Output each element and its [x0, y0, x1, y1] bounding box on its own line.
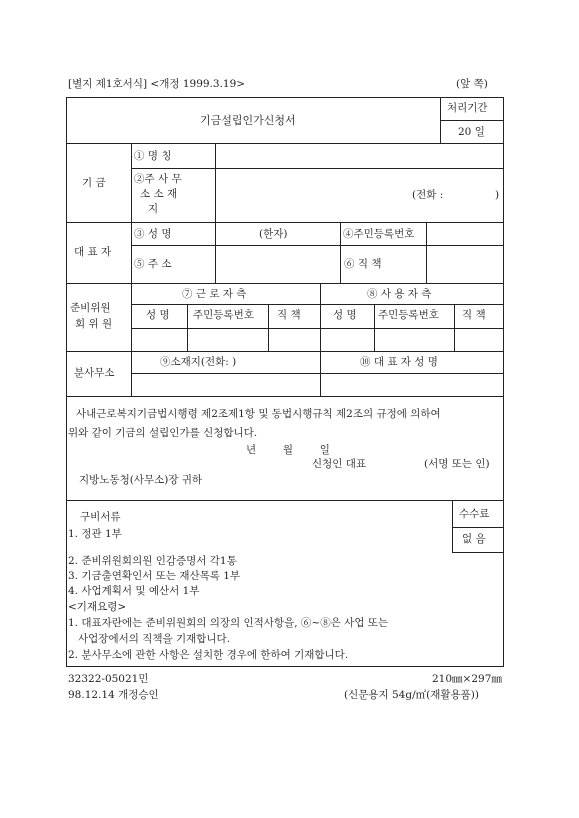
statement-line-1: 사내근로복지기금법시행령 제2조제1항 및 동법시행규칙 제2조의 규정에 의하여: [76, 408, 441, 420]
document-item-2: 2. 준비위원회의원 인감증명서 각1통: [68, 555, 237, 567]
worker-col-resident-number: 주민등록번호: [193, 309, 254, 321]
employer-col-position: 직 책: [462, 309, 486, 321]
worker-side-label: ⑦ 근 로 자 측: [182, 288, 247, 300]
paper-type: (신문용지 54g/㎡(재활용품)): [344, 689, 479, 701]
employer-side-label: ⑧ 사 용 자 측: [367, 288, 432, 300]
applicant-label: 신청인 대표: [312, 458, 367, 470]
rep-address-label: ⑤ 주 소: [134, 258, 172, 270]
employer-col-name: 성 명: [333, 309, 357, 321]
fee-label: 수수료: [459, 508, 490, 520]
processing-period-label: 처리기간: [447, 102, 488, 114]
fee-value: 없 음: [462, 533, 486, 545]
page-side-label: (앞 쪽): [456, 78, 488, 90]
worker-col-name: 성 명: [146, 309, 170, 321]
paper-size: 210㎜×297㎜: [432, 673, 502, 685]
instruction-line-3: 2. 분사무소에 관한 사항은 설치한 경우에 한하여 기재합니다.: [68, 649, 349, 661]
form-number: 32322-05021민: [68, 673, 149, 685]
fund-phone-label: (전화 :: [412, 189, 444, 201]
rep-hanja-label: (한자): [259, 228, 288, 240]
representative-section-label: 대 표 자: [74, 246, 112, 258]
signature-note: (서명 또는 인): [424, 458, 490, 470]
rep-resident-number-label: ④주민등록번호: [343, 228, 415, 240]
worker-col-position: 직 책: [277, 309, 301, 321]
employer-col-resident-number: 주민등록번호: [378, 309, 439, 321]
instruction-line-1: 1. 대표자란에는 준비위원회의 의장의 인적사항을, ⑥~⑧은 사업 또는: [68, 617, 389, 629]
fund-phone-close: ): [495, 189, 500, 201]
documents-heading: 구비서류: [80, 511, 121, 523]
rep-position-label: ⑥ 직 책: [344, 258, 382, 270]
document-item-1: 1. 정관 1부: [68, 528, 122, 540]
statement-line-2: 위와 같이 기금의 설립인가를 신청합니다.: [68, 427, 258, 439]
form-title: 기금설립인가신청서: [200, 114, 296, 127]
document-item-4: 4. 사업계획서 및 예산서 1부: [68, 585, 200, 597]
date-line: 년 월 일: [246, 444, 330, 456]
instruction-line-2: 사업장에서의 직책을 기재합니다.: [68, 633, 231, 645]
rep-name-label: ③ 성 명: [134, 228, 172, 240]
approval-note: 98.12.14 개정승인: [68, 689, 159, 701]
addressee: 지방노동청(사무소)장 귀하: [79, 474, 203, 486]
processing-period-value: 20 일: [458, 126, 485, 138]
branch-location-label: ⑨소재지(전화: ): [160, 356, 237, 368]
instructions-heading: <기재요령>: [68, 601, 127, 613]
branch-rep-name-label: ⑩ 대 표 자 성 명: [360, 356, 438, 368]
form-reference: [별지 제1호서식] <개정 1999.3.19>: [68, 78, 246, 90]
fund-office-label-1: ②주 사 무: [134, 173, 182, 185]
fund-office-label-3: 지: [148, 203, 159, 215]
fund-name-label: ① 명 칭: [134, 150, 172, 162]
branch-section-label: 분사무소: [74, 367, 115, 379]
committee-label-1: 준비위원: [70, 302, 111, 314]
document-item-3: 3. 기금출연확인서 또는 재산목록 1부: [68, 570, 241, 582]
fund-office-label-2: 소 소 재: [140, 188, 178, 200]
committee-label-2: 회 위 원: [75, 318, 113, 330]
fund-section-label: 기 금: [82, 177, 106, 189]
